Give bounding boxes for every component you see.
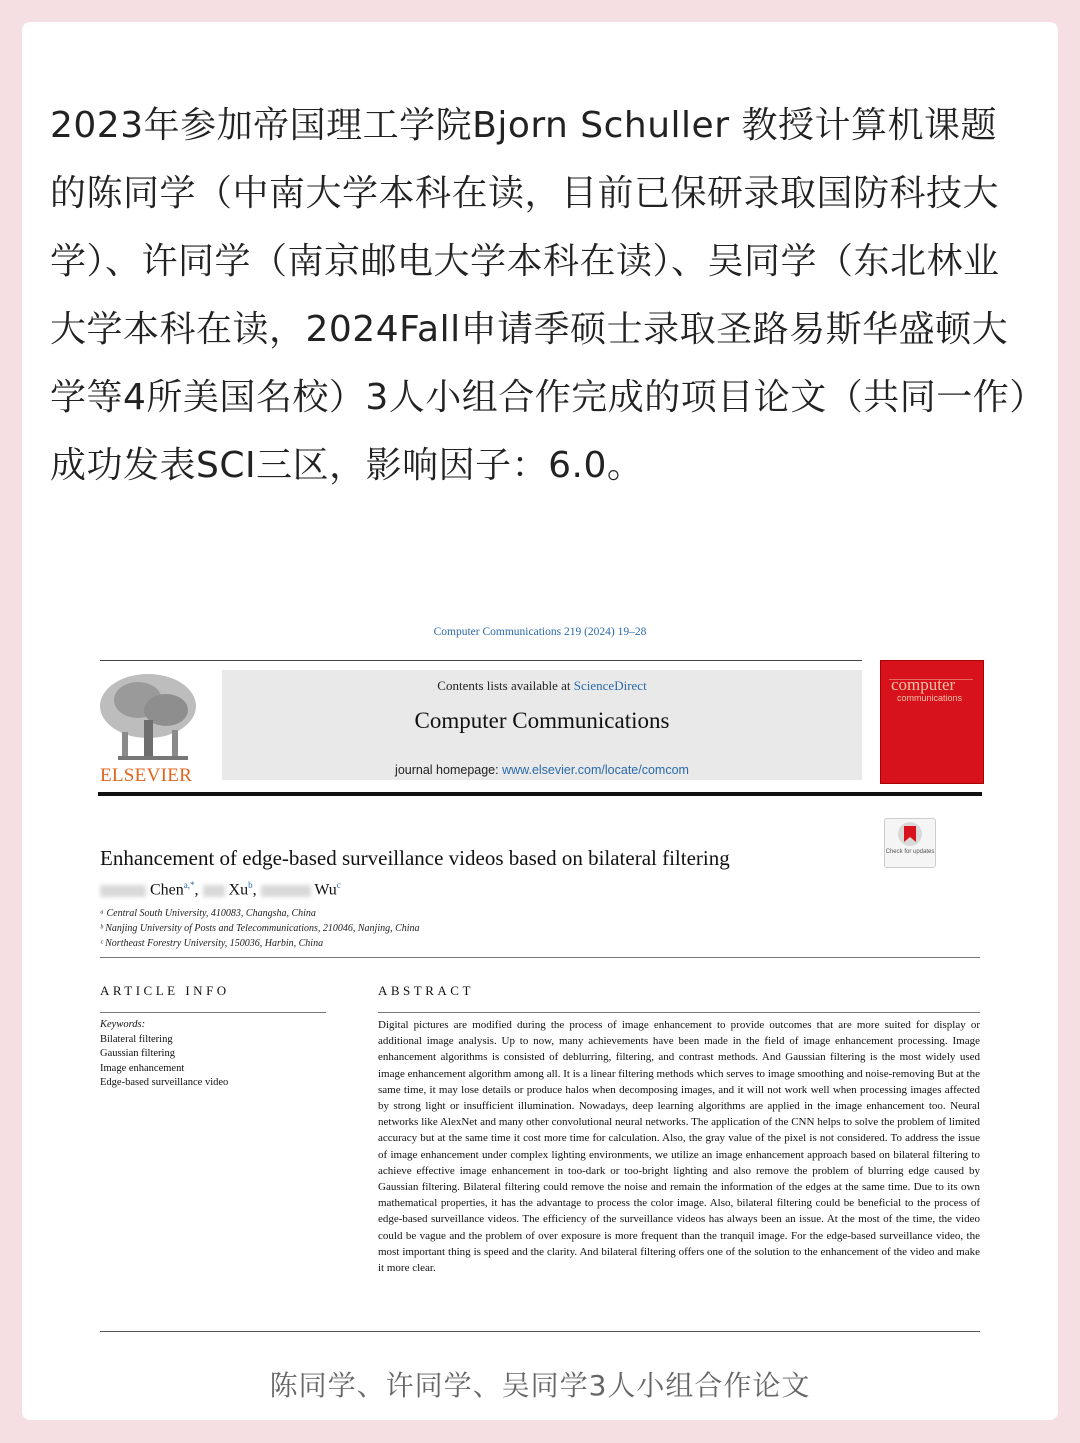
homepage-link[interactable]: www.elsevier.com/locate/comcom (502, 763, 689, 777)
journal-citation[interactable]: Computer Communications 219 (2024) 19–28 (433, 626, 647, 638)
redacted-name (261, 885, 311, 897)
author-affiliation-marker: b (248, 880, 253, 890)
author-name[interactable]: Chen (150, 881, 184, 899)
image-caption: 陈同学、许同学、吴同学3人小组合作论文 (269, 1369, 811, 1402)
abstract-heading: ABSTRACT (378, 983, 474, 998)
abstract-rule (378, 1012, 980, 1013)
bookmark-icon (885, 819, 935, 849)
paper-screenshot (98, 620, 982, 1340)
journal-name: Computer Communications (414, 708, 670, 733)
journal-masthead (222, 670, 862, 780)
sciencedirect-link[interactable]: ScienceDirect (573, 678, 647, 693)
affiliation: ᵃ Central South University, 410083, Changsha, China (100, 908, 316, 919)
keywords-block (100, 1018, 228, 1091)
bottom-rule (100, 1331, 980, 1332)
author-list: Chen$^{a,*}$, Xu$^b$, Wu$^c$ (100, 880, 341, 899)
contents-line (222, 678, 862, 694)
intro-text: 2023年参加帝国理工学院Bjorn Schuller 教授计算机课题的陈同学（中南大学本科在读，目前已保研录取国防科技大学）、许同学（南京邮电大学本科在读）、吴同学（东北林业大学本科在读，2024Fall申请季硕士录取圣路易斯华盛顿大学等4所美国名校）3人小组合作完成的项目论文（共同一作）成功发表SCI三区，影响因子：6.0。 (50, 105, 1028, 486)
paper-title: Enhancement of edge-based surveillance videos based on bilateral filtering (100, 846, 730, 870)
author-name[interactable]: Wu (314, 881, 337, 899)
redacted-name (100, 885, 146, 897)
header-rule (100, 660, 862, 661)
contents-prefix: Contents lists available at (437, 678, 571, 693)
masthead-rule (98, 792, 982, 796)
check-for-updates-label: Check for updates (885, 849, 935, 855)
abstract-text: Digital pictures are modified during the process of image enhancement to provide outcomes that are more suited for display or additional image analysis. Up to now, many achievements have been made in the field of image enhancement processing. Image enhancement algorithms is consisted of deblurring, filtering, and contrast methods. And Gaussian filtering is the most widely used image enhancement algorithm among all. It is a linear filtering methods which serves to image smoothing and noise-removing But at the same time, it may lose details or produce halos when decomposing images, and it will not work well when processing images affected by strong light or insufficient illumination. Nowadays, deep learning algorithms are applied in the image enhancement too. Neural networks like AlexNet and many other convolutional neural networks. The application of the CNN helps to solve the problem of limited accuracy but at the same time it cost more time for calculation. Also, the gray value of the pixel is not considered. To address the issue of image enhancement under complex lighting environments, we utilize an image enhancement approach based on bilateral filtering to achieve effective image enhancement in too-dark or too-bright lighting and also remove the problem of blurring edge caused by Gaussian filtering. Bilateral filtering could remove the noise and remain the information of the edges at the same time. Due to its own mathematical properties, it has the advantage to process the color image. Also, bilateral filtering could be beneficial to the process of edge-based surveillance videos. The efficiency of the surveillance videos has always been an issue. At the most of the time, the video could be vague and the problem of over exposure is more frequent than the tranquil image. For the edge-based surveillance video, the most important thing is speed and the clarity. And bilateral filtering offers one of the solution to the enhancement of the video and make it more clear. (378, 1019, 980, 1275)
keyword-item: Gaussian filtering (100, 1048, 175, 1059)
check-for-updates-badge[interactable] (884, 818, 936, 868)
homepage-prefix: journal homepage: (395, 763, 499, 777)
cover-subtitle: communications (897, 693, 963, 703)
cover-title: computer (891, 675, 956, 694)
section-rule (100, 957, 980, 958)
keyword-item: Image enhancement (100, 1062, 185, 1074)
author-affiliation-marker: a,* (183, 880, 195, 890)
affiliation: ᶜ Northeast Forestry University, 150036, Harbin, China (100, 938, 324, 949)
keyword-item: Edge-based surveillance video (100, 1077, 229, 1088)
article-info-rule (100, 1012, 326, 1013)
article-info-heading: ARTICLE INFO (100, 983, 230, 998)
homepage-line (222, 763, 862, 777)
journal-cover (880, 660, 984, 784)
affiliation: ᵇ Nanjing University of Posts and Telecommunications, 210046, Nanjing, China (100, 923, 420, 934)
author-name[interactable]: Xu (228, 881, 249, 899)
keywords-label: Keywords: (100, 1019, 146, 1030)
publisher-name: ELSEVIER (100, 765, 193, 786)
keyword-item: Bilateral filtering (100, 1033, 173, 1045)
author-affiliation-marker: c (336, 880, 341, 890)
redacted-name (203, 885, 225, 897)
